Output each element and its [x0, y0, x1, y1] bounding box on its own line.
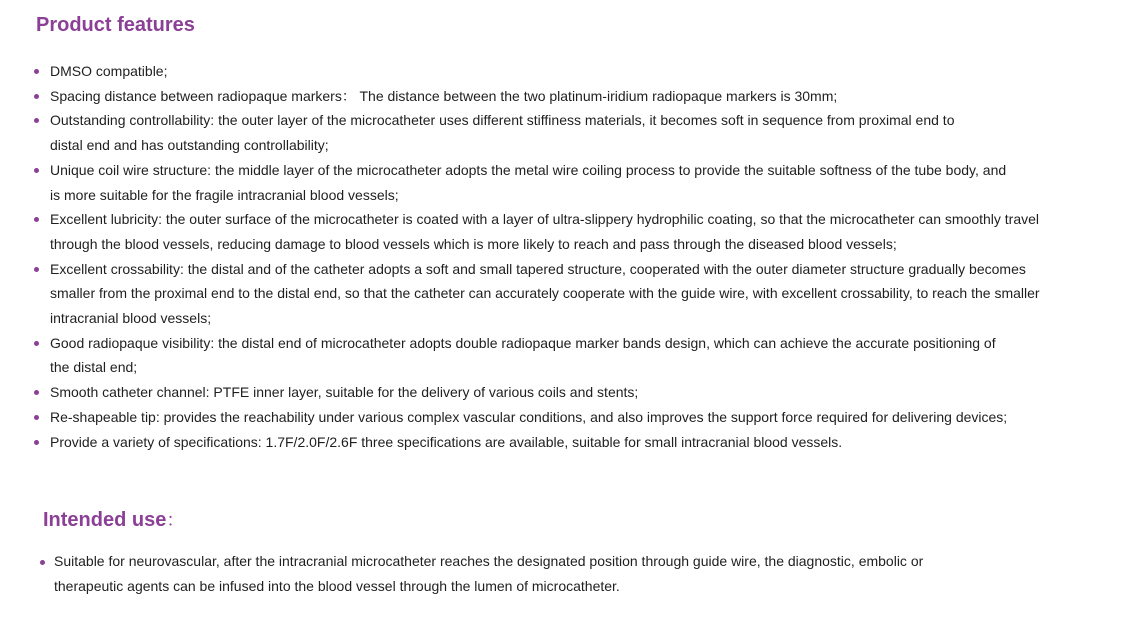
feature-text: Re-shapeable tip: provides the reachability under various complex vascular conditions, and also improves the support force required for delivering devices; [50, 408, 1008, 425]
feature-text: DMSO compatible; [50, 63, 168, 79]
bullet-dot-icon [34, 390, 39, 395]
feature-text: Smooth catheter channel: PTFE inner layer, suitable for the delivery of various coils and stents; [50, 384, 639, 401]
bullet-dot-icon [34, 168, 39, 173]
intended-use-heading-text: Intended use [43, 509, 167, 531]
feature-text: Unique coil wire structure: the middle layer of the microcatheter adopts the metal wire coiling process to provide the suitable softness of the tube body, and is more suitable for the fragile intracranial blood vessels; [50, 161, 1007, 203]
feature-item-controllability [34, 108, 985, 157]
feature-text: Spacing distance between radiopaque markers： The distance between the two platinum-iridium radiopaque markers is 30mm; [50, 87, 838, 104]
bullet-dot-icon [40, 560, 45, 565]
feature-item-visibility [34, 331, 1010, 380]
intended-use-heading-colon: ： [166, 510, 185, 530]
intended-use-list [40, 549, 940, 598]
bullet-dot-icon [34, 415, 39, 420]
bullet-dot-icon [34, 440, 39, 445]
feature-text: Good radiopaque visibility: the distal end of microcatheter adopts double radiopaque marker bands design, which can achieve the accurate positioning of the distal end; [50, 334, 996, 376]
feature-text: Excellent crossability: the distal and of the catheter adopts a soft and small tapered structure, cooperated with the outer diameter structure gradually becomes smaller from the proximal end to the distal end, so that the catheter can accurately cooperate with the guide wire, with excellent crossability, to reach the smaller intracranial blood vessels; [50, 260, 1040, 327]
bullet-dot-icon [34, 341, 39, 346]
feature-text: Provide a variety of specifications: 1.7F/2.0F/2.6F three specifications are available, suitable for small intracranial blood vessels. [50, 433, 843, 450]
feature-text: Outstanding controllability: the outer layer of the microcatheter uses different stiffiness materials, it becomes soft in sequence from proximal end to distal end and has outstanding controllability; [50, 112, 955, 154]
feature-item-coil-wire [34, 158, 1010, 207]
intended-use-text: Suitable for neurovascular, after the intracranial microcatheter reaches the designated position through guide wire, the diagnostic, embolic or therapeutic agents can be infused into the blood vessel through the lumen of microcatheter. [54, 553, 924, 594]
product-features-heading: Product features [36, 14, 195, 36]
feature-item-reshapeable-tip [34, 405, 1044, 430]
feature-item-specifications [34, 430, 1044, 455]
bullet-dot-icon [34, 69, 39, 74]
bullet-dot-icon [34, 94, 39, 99]
feature-item-lubricity [34, 207, 1044, 256]
product-features-list [34, 59, 1044, 454]
feature-item-dmso [34, 59, 1044, 84]
feature-text: Excellent lubricity: the outer surface of the microcatheter is coated with a layer of ultra-slippery hydrophilic coating, so that the microcatheter can smoothly travel through the blood vessels, reducing damage to blood vessels which is more likely to reach and pass through the diseased blood vessels; [50, 211, 1040, 252]
intended-use-heading [43, 508, 184, 532]
intended-use-item [40, 549, 934, 598]
feature-item-crossability [34, 257, 1044, 331]
feature-item-catheter-channel [34, 380, 1044, 405]
bullet-dot-icon [34, 217, 39, 222]
feature-item-marker-spacing [34, 84, 1044, 109]
bullet-dot-icon [34, 267, 39, 272]
bullet-dot-icon [34, 118, 39, 123]
